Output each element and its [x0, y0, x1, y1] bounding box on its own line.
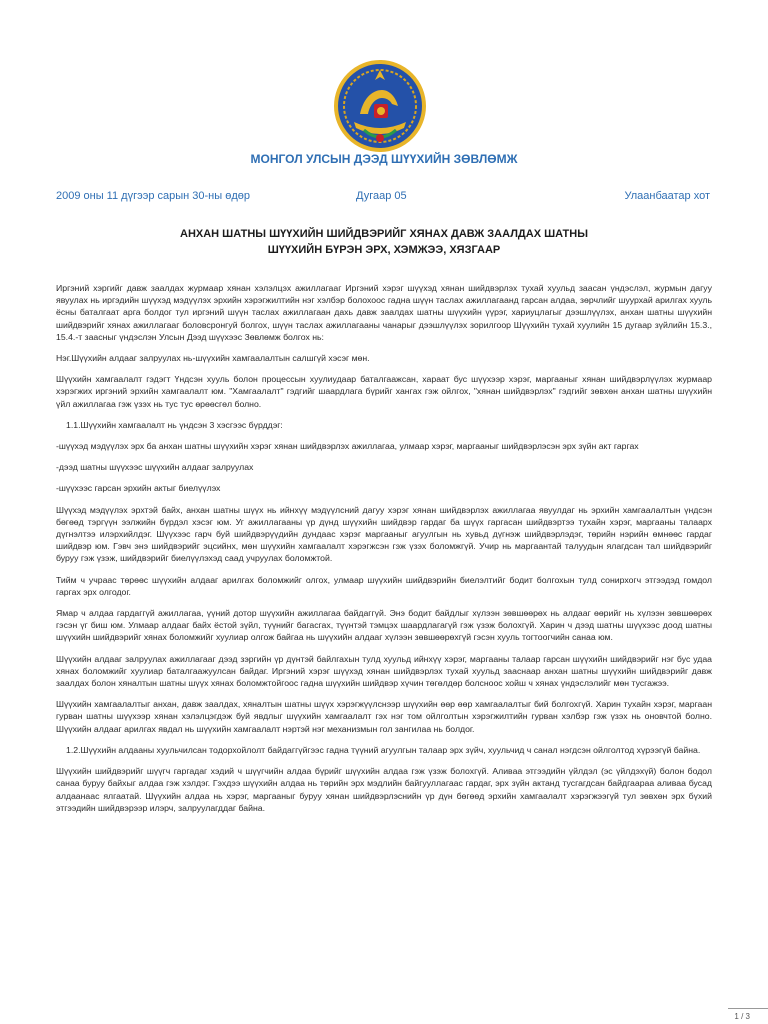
paragraph: Шүүхийн шийдвэрийг шүүгч гаргадаг хэдий ч шүүгчийн алдаа бүрийг шүүхийн алдаа гэж үзэж болохгүй. Аливаа этгээдийн үйлдэл (эс үйлдэхүй) болон бодол санаа буруу байхыг алдаа гэж хэлдэг. Гэхдээ шүүхийн алдаа нь төрийн эрх мэдлийн байгууллагаас гардаг, эрх зүйн актанд тусгагдсан байдгаараа аливаа бусад алдаанаас ялгаатай. Шүүхийн алдаа нь хэрэг, маргааныг буруу хянан шийдвэрлэснийн үр дүн бөгөөд эрхийн хамгаалалт хэрэгжээгүй тул зөвхөн эрх бүхий этгээдийн шийдвэрээр илэрч, залруулагддаг байна. [56, 766, 712, 813]
paragraph-intro: Иргэний хэргийг давж заалдах журмаар хянан хэлэлцэх ажиллагааг Иргэний хэрэг шүүхэд хянан шийдвэрлэх тухай хуульд заасан үндэслэл, журмын дагуу явуулах нь иргэдийн шүүхэд мэдүүлэх эрхийн хэрэгжилтийн нэг хэлбэр болохоос гадна шүүн таслах ажиллагаанд гарсан алдаа, зөрчлийг шуурхай арилгах хууль ёсны баталгаат арга болдог тул иргэний шүүн таслах ажиллагаан дахь давж заалдах шатны шүүхийн үүрэг, хариуцлагыг дээшлүүлэх, анхан шатны шүүхийн шийдвэрийг хянах ажиллагааг боловсронгуй болгох, шүүн таслах ажиллагааны чанарыг дээшлүүлэх зорилгоор Шүүхийн тухай хуулийн 15 дугаар зүйлийн 15.3., 15.4.-т заасныг үндэслэн Улсын Дээд шүүхээс Зөвлөмж болгох нь: [56, 283, 712, 342]
list-item: -шүүхэд мэдүүлэх эрх ба анхан шатны шүүхийн хэрэг хянан шийдвэрлэх ажиллагаа, улмаар хэрэг, маргааныг шийдвэрлэсэн эрх зүйн акт гаргах [56, 441, 639, 452]
document-number: Дугаар 05 [356, 190, 407, 202]
paragraph: Шүүхэд мэдүүлэх эрхтэй байх, анхан шатны шүүх нь ийнхүү мэдүүлсний дагуу хэрэг хянан шийдвэрлэх ажиллагаа явуулдаг нь эрхийн хамгаалалтын үндсэн бөгөөд тэргүүн ээлжийн бүрдэл хэсэг юм. Уг ажиллагааны үр дүнд шүүхийн шийдвэр гардаг ба шүүх гаргасан шийдвэртээ тухайн хэрэг, маргааны талаарх дүгнэлтээ илэрхийлдэг. Шүүхээс гарч буй шийдвэрүүдийн дундаас хэрэг маргааныг агуулгын нь хувьд дүгнэж шийдвэрлэдэг, төрийн нэрийн өмнөөс гардаг шийдвэр юм. Гэвч энэ шийдвэрийг эцсийнх, мөн шүүхийн хамгаалалт хэрэгжсэн гэж үзэх боломжгүй. Учир нь маргаантай талуудын ялагдсан тал шийдвэрийг буруу гэж үзэж, шийдвэрийг биелүүлэхэд саад учруулах боломжтой. [56, 504, 712, 564]
title-line-2: ШҮҮХИЙН БҮРЭН ЭРХ, ХЭМЖЭЭ, ХЯЗГААР [267, 244, 501, 256]
document-title [0, 226, 768, 258]
paragraph: Шүүхийн алдааг залруулах ажиллагааг дээд зэргийн үр дүнтэй байлгахын тулд хуульд ийнхүү хэрэг, маргааны талаар гарсан шүүхийн шийдвэрийг нэг бус удаа хянах боломжийг хуулиар баталгаажуулсан байдаг. Иргэний хэрэг шүүхэд хянан шийдвэрлэх тухай хуульд зааснаар анхан шатны шүүхийн шийдвэрийг давж заалдах болон хяналтын шатны шүүх хянах боломжтойгоос гадна шүүхийн шийдвэр хүчин төгөлдөр болсноос хойш ч хянах үндэслэлийг мөн тусгажээ. [56, 653, 712, 689]
page-number: 1 / 3 [734, 1012, 750, 1021]
list-item: -шүүхээс гарсан эрхийн актыг биелүүлэх [56, 483, 221, 494]
paragraph: Шүүхийн хамгаалалт гэдэгт Үндсэн хууль болон процессын хуулиудаар баталгаажсан, хараат бус шүүхээр хэрэг, маргааныг хянан шийдвэрлүүлэх журмаар хэрэгжих иргэний эрхийн хамгаалалт юм. "Хамгаалалт" гэдгийг шаардлага бүрийг хангах гэж ойлгох, "хянан шийдвэрлэх" гэдгийг зөвхөн анхан шатны шүүхийн үйл ажиллагаа гэж үзэх нь тус тус өрөөсгөл болно. [56, 374, 712, 409]
paragraph-section-one: Нэг.Шүүхийн алдааг залруулах нь-шүүхийн хамгаалалтын салшгүй хэсэг мөн. [56, 353, 370, 364]
document-body [56, 282, 712, 823]
state-emblem-icon [334, 60, 426, 152]
list-item: -дээд шатны шүүхээс шүүхийн алдааг залруулах [56, 462, 254, 473]
paragraph-1-1: 1.1.Шүүхийн хамгаалалт нь үндсэн 3 хэсгээс бүрддэг: [66, 419, 283, 430]
paragraph: Ямар ч алдаа гардаггүй ажиллагаа, үүний дотор шүүхийн ажиллагаа байдаггүй. Энэ бодит байдлыг хүлээн зөвшөөрөх нь алдааг өөрийг нь хүлээн зөвшөөрөх гэсэн үг биш юм. Улмаар алдааг байх ёстой зүйл, түүнийг багасгах, түүнтэй тэмцэх шаардлагагүй гэж үзэж болохгүй. Харин ч дээд шатны шүүхээс доод шатны шүүхийн шийдвэрийг хянах боломжийг хуулиар олгож байгаа нь шүүхийн алдааг хүлээн зөвшөөрөхгүй гэсэн хууль тогтоогчийн санаа юм. [56, 608, 712, 643]
title-line-1: АНХАН ШАТНЫ ШҮҮХИЙН ШИЙДВЭРИЙГ ХЯНАХ ДАВЖ ЗААЛДАХ ШАТНЫ [180, 228, 588, 240]
paragraph: Шүүхийн хамгаалалтыг анхан, давж заалдах, хяналтын шатны шүүх хэрэгжүүлснээр шүүхийн өөр өөр хамгаалалтыг бий болгохгүй. Харин тухайн хэрэг, маргаан гурван шатны шүүхээр хянан хэлэлцэгдэж буй явдлыг шүүхийн хамгаалалт гэх нэг том ойлголтын хэрэгжилтийн гурван хэлбэр гэж үзэх нь оновчтой болно. Шүүхийн алдааг арилгах явдал нь шүүхийн хамгаалалт нэртэй нэг механизмын гол зангилаа нь болдог. [56, 699, 712, 734]
document-city: Улаанбаатар хот [624, 190, 710, 202]
paragraph: Тийм ч учраас төрөөс шүүхийн алдааг арилгах боломжийг олгох, улмаар шүүхийн шийдвэрийн биелэлтийг бодит болгохын тулд сонирхогч этгээдэд гомдол гаргах эрх олгодог. [56, 574, 712, 597]
document-date: 2009 оны 11 дүгээр сарын 30-ны өдөр [56, 190, 250, 202]
page-divider [728, 1008, 768, 1009]
organization-name: МОНГОЛ УЛСЫН ДЭЭД ШҮҮХИЙН ЗӨВЛӨМЖ [250, 152, 518, 166]
paragraph-1-2: 1.2.Шүүхийн алдааны хуульчилсан тодорхойлолт байдаггүйгээс гадна түүний агуулгын талаар эрх зүйч, хуульчид ч санал нэгдсэн ойлголтод хүрээгүй байна. [66, 744, 701, 755]
